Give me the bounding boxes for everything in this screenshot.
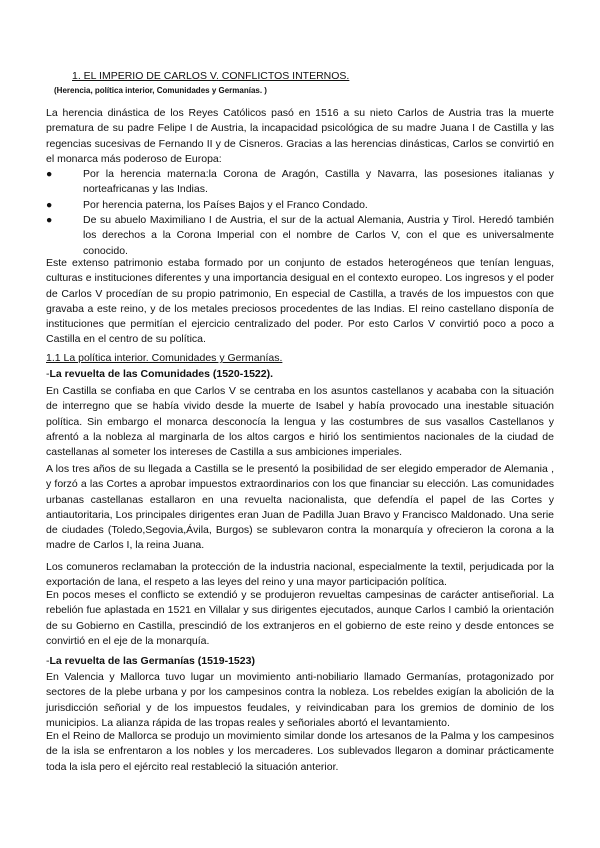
document-title: 1. EL IMPERIO DE CARLOS V. CONFLICTOS INTERNOS. <box>72 70 350 82</box>
comunidades-paragraph-2: A los tres años de su llegada a Castilla se le presentó la posibilidad de ser elegido emperador de Alemania , y forzó a las Cortes a aprobar impuestos extraordinarios con los que financiar su elección. Las comunidades urbanas castellanas estallaron en una revuelta nacionalista, que defendía el papel de las Cortes y antiautoritaria, Los principales dirigentes eran Juan de Padilla Juan Bravo y Francisco Maldonado. Una serie de ciudades (Toledo,Segovia,Ávila, Burgos) se sublevaron contra la monarquía y ofrecieron la corona a la madre de Carlos I, la reina Juana. <box>46 463 554 552</box>
bullet-text: Por herencia paterna, los Países Bajos y el Franco Condado. <box>83 199 368 211</box>
germanias-heading: -La revuelta de las Germanías (1519-1523) <box>46 655 255 667</box>
comunidades-heading: -La revuelta de las Comunidades (1520-1522). <box>46 368 274 380</box>
bullet-item <box>46 167 554 198</box>
germanias-paragraph-1: En Valencia y Mallorca tuvo lugar un movimiento anti-nobiliario llamado Germanías, protagonizado por sectores de la plebe urbana y por los campesinos contra la nobleza. Los rebeldes exigían la abolición de la jurisdicción señorial y de los impuestos feudales, y reivindicaban para los gremios de dominio de los municipios. La alianza rápida de las tropas reales y señoriales abortó el levantamiento. <box>46 671 554 729</box>
bullet-icon: ● <box>46 199 53 211</box>
bullet-text: De su abuelo Maximiliano I de Austria, el sur de la actual Alemania, Austria y Tirol. Heredó también los derechos a la Corona Imperial con el nombre de Carlos V, con el que es universalmente conocido. <box>83 214 554 257</box>
intro-paragraph: La herencia dinástica de los Reyes Católicos pasó en 1516 a su nieto Carlos de Austria tras la muerte prematura de su padre Felipe I de Austria, la incapacidad psicológica de su madre Juana I de Castilla y las regencias sucesivas de Fernando II y de Cisneros. Gracias a las herencias dinásticas, Carlos se convirtió en el monarca más poderoso de Europa: <box>46 107 554 165</box>
bullet-icon: ● <box>46 168 53 180</box>
bullet-text: Por la herencia materna:la Corona de Aragón, Castilla y Navarra, las posesiones italianas y norteafricanas y las Indias. <box>83 168 554 196</box>
bullet-icon: ● <box>46 214 53 226</box>
comunidades-paragraph-1: En Castilla se confiaba en que Carlos V se centraba en los asuntos castellanos y acababa con la situación de interregno que se había vivido desde la muerte de Isabel y había provocado una inestable situación política. Sin embargo el monarca desconocía la lengua y las costumbres de sus vasallos Castellanos y afrentó a la nobleza al marginarla de los altos cargos e hirió los sentimientos nacionales de la ciudad de castellanas al someter los intereses de Castilla a sus ambiciones imperiales. <box>46 385 554 459</box>
comunidades-paragraph-4: En pocos meses el conflicto se extendió y se produjeron revueltas campesinas de carácter antiseñorial. La rebelión fue aplastada en 1521 en Villalar y sus dirigentes ejecutados, aunque Carlos I cambió la orientación de su Gobierno en Castilla, prescindió de los extranjeros en el gobierno de este reino y desde entonces se convirtió en el eje de la monarquía. <box>46 589 554 647</box>
bullet-item <box>46 198 554 213</box>
section-title: 1.1 La política interior. Comunidades y Germanías. <box>46 352 283 364</box>
bullet-item <box>46 213 554 259</box>
germanias-paragraph-2: En el Reino de Mallorca se produjo un movimiento similar donde los artesanos de la Palma y los campesinos de la isla se enfrentaron a los nobles y los mercaderes. Los sublevados llegaron a dominar prácticamente toda la isla pero el ejército real restableció la situación anterior. <box>46 730 554 773</box>
comunidades-paragraph-3: Los comuneros reclamaban la protección de la industria nacional, especialmente la textil, perjudicada por la exportación de lana, el respeto a las leyes del reino y una mayor participación política. <box>46 561 554 589</box>
intro-paragraph-2: Este extenso patrimonio estaba formado por un conjunto de estados heterogéneos que tenían lenguas, culturas e instituciones diferentes y una importancia desigual en el contexto europeo. Los ingresos y el poder de Carlos V procedían de su propio patrimonio, En especial de Castilla, a través de los impuestos con que gravaba a este reino, y de los metales preciosos procedentes de las Indias. El reino castellano disponía de instituciones que permitían el ejercicio centralizado del poder. Por esto Carlos V convirtió poco a poco a Castilla en el centro de su política. <box>46 257 554 346</box>
document-subtitle: (Herencia, política interior, Comunidades y Germanías. ) <box>54 86 267 95</box>
